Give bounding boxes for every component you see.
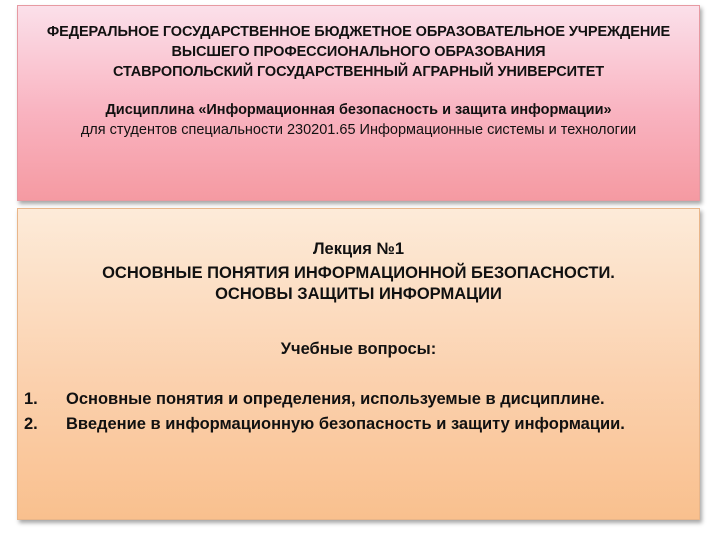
question-text: Введение в информационную безопасность и защиту информации. <box>66 415 625 433</box>
students-specialty: для студентов специальности 230201.65 Информационные системы и технологии <box>80 122 637 138</box>
questions-list <box>24 389 689 439</box>
institution-line-2: ВЫСШЕГО ПРОФЕССИОНАЛЬНОГО ОБРАЗОВАНИЯ <box>171 44 546 60</box>
institution-line-1: ФЕДЕРАЛЬНОЕ ГОСУДАРСТВЕННОЕ БЮДЖЕТНОЕ ОБРАЗОВАТЕЛЬНОЕ УЧРЕЖДЕНИЕ <box>46 24 671 40</box>
lecture-topic-line-2: ОСНОВЫ ЗАЩИТЫ ИНФОРМАЦИИ <box>215 285 502 303</box>
discipline-title: Дисциплина «Информационная безопасность и защита информации» <box>105 102 612 118</box>
header-gap <box>18 82 699 100</box>
question-item <box>24 389 689 410</box>
institution-line-3: СТАВРОПОЛЬСКИЙ ГОСУДАРСТВЕННЫЙ АГРАРНЫЙ УНИВЕРСИТЕТ <box>112 64 605 80</box>
lecture-topic <box>18 263 699 305</box>
question-number: 2. <box>24 415 38 433</box>
question-item <box>24 414 689 435</box>
content-box <box>17 208 700 520</box>
question-text: Основные понятия и определения, используемые в дисциплине. <box>66 390 605 408</box>
question-number: 1. <box>24 390 38 408</box>
questions-title: Учебные вопросы: <box>280 340 437 358</box>
lecture-topic-line-1: ОСНОВНЫЕ ПОНЯТИЯ ИНФОРМАЦИОННОЙ БЕЗОПАСНОСТИ. <box>102 264 615 282</box>
header-box <box>17 5 700 201</box>
lecture-number: Лекция №1 <box>312 240 405 258</box>
